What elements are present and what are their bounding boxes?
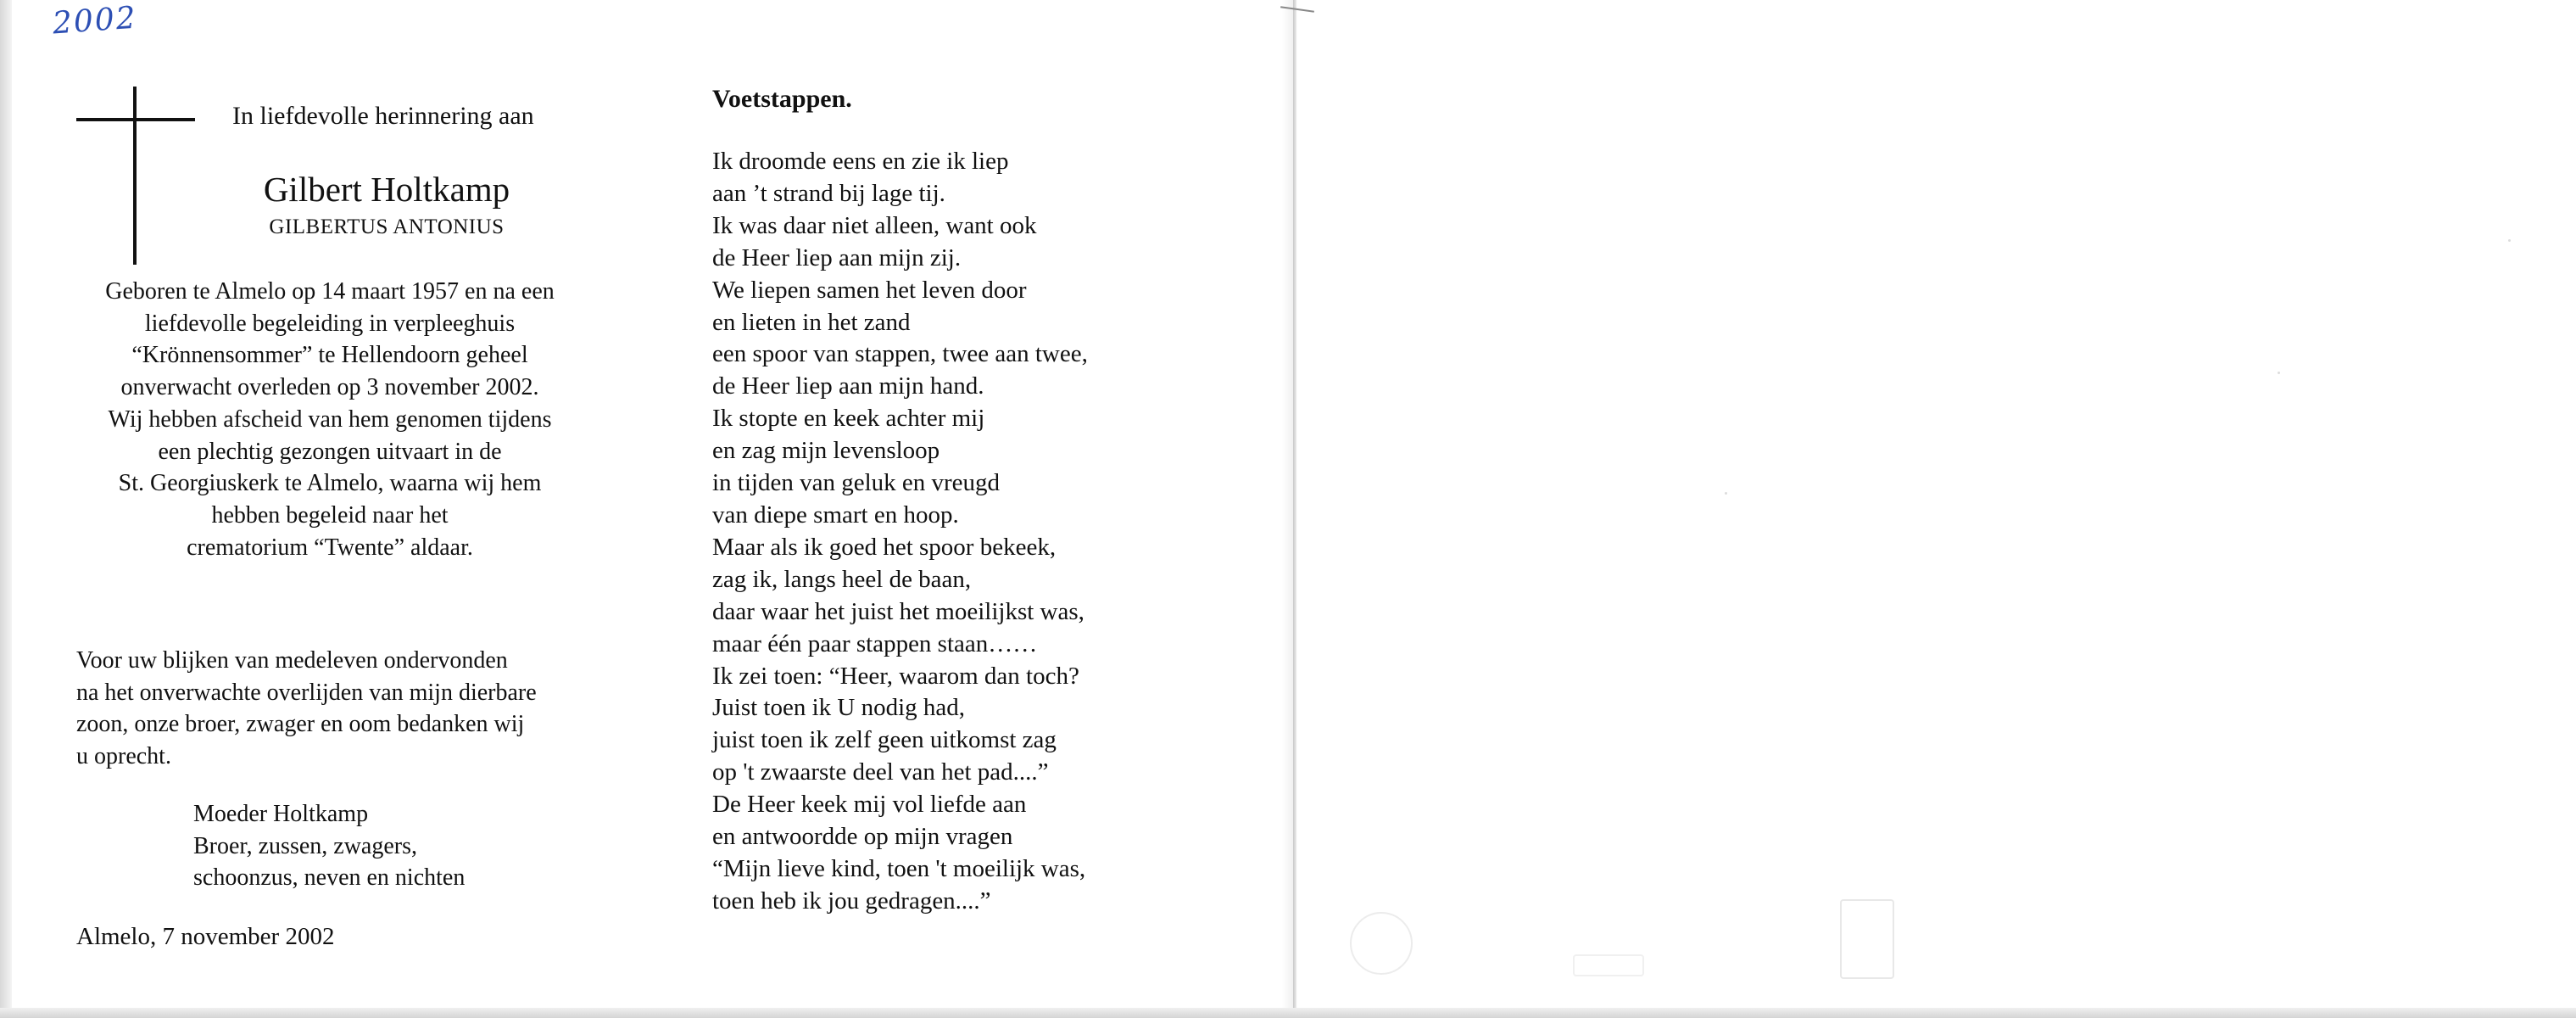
card-back-page (1297, 0, 2576, 1010)
bio-line: “Krönnensommer” te Hellendoorn geheel (131, 342, 528, 369)
bio-line: crematorium “Twente” aldaar. (187, 534, 473, 561)
handwritten-year: 2002 (51, 0, 138, 42)
family-signers (193, 798, 465, 894)
poem-line: Ik stopte en keek achter mij (712, 405, 985, 433)
thanks-line: na het onverwachte overlijden van mijn dierbare (76, 679, 537, 706)
deceased-name: Gilbert Holtkamp (263, 170, 510, 209)
thanks-line: u oprecht. (76, 742, 171, 769)
bio-line: St. Georgiuskerk te Almelo, waarna wij hem (118, 470, 542, 497)
poem-line: de Heer liep aan mijn hand. (712, 372, 984, 400)
poem-line: “Mijn lieve kind, toen 't moeilijk was, (712, 854, 1086, 882)
bio-line: onverwacht overleden op 3 november 2002. (120, 374, 539, 401)
poem-line: en antwoordde op mijn vragen (712, 823, 1013, 851)
poem-line: Ik was daar niet alleen, want ook (712, 211, 1037, 239)
bio-line: Wij hebben afscheid van hem genomen tijdens (108, 406, 552, 433)
thanks-line: zoon, onze broer, zwager en oom bedanken wij (76, 711, 525, 737)
cross-icon-crossbar (76, 118, 195, 121)
poem-line: Ik zei toen: “Heer, waarom dan toch? (712, 662, 1079, 690)
poem-line: maar één paar stappen staan…… (712, 629, 1038, 657)
embossed-logo-mark (1840, 899, 1894, 979)
poem-line: een spoor van stappen, twee aan twee, (712, 340, 1088, 368)
poem-line: de Heer liep aan mijn zij. (712, 243, 962, 271)
place-and-date: Almelo, 7 november 2002 (76, 923, 335, 950)
thanks-line: Voor uw blijken van medeleven ondervonden (76, 647, 508, 674)
poem-line: Ik droomde eens en zie ik liep (712, 148, 1009, 175)
cross-icon (133, 87, 137, 265)
poem-line: en lieten in het zand (712, 308, 911, 336)
poem-line: daar waar het juist het moeilijkst was, (712, 597, 1084, 625)
poem-title: Voetstappen. (712, 85, 852, 113)
embossed-mark (1350, 912, 1413, 975)
bio-line: Geboren te Almelo op 14 maart 1957 en na een (105, 278, 555, 305)
biography-text (73, 276, 587, 563)
poem-line: De Heer keek mij vol liefde aan (712, 791, 1027, 819)
poem-line: zag ik, langs heel de baan, (712, 565, 972, 593)
poem-line: aan ’t strand bij lage tij. (712, 179, 945, 207)
poem-line: We liepen samen het leven door (712, 276, 1027, 304)
poem-text (712, 146, 1088, 918)
embossed-mark (1573, 954, 1644, 976)
thank-you-text (76, 645, 602, 772)
memorial-intro: In liefdevolle herinnering aan (232, 102, 534, 130)
fold-shadow (1282, 0, 1294, 1018)
signer-line: schoonzus, neven en nichten (193, 864, 466, 891)
card-fold-line (1293, 0, 1296, 1018)
paper-speck (2278, 372, 2280, 374)
signer-line: Broer, zussen, zwagers, (193, 832, 418, 859)
poem-line: en zag mijn levensloop (712, 437, 940, 465)
paper-speck (2508, 239, 2511, 242)
paper-bottom-edge (0, 1008, 2576, 1018)
poem-line: Maar als ik goed het spoor bekeek, (712, 533, 1057, 561)
poem-line: van diepe smart en hoop. (712, 501, 959, 529)
paper-left-edge (0, 0, 12, 1018)
bio-line: liefdevolle begeleiding in verpleeghuis (144, 310, 516, 337)
bio-line: een plechtig gezongen uitvaart in de (158, 438, 502, 465)
paper-speck (1725, 492, 1727, 495)
deceased-full-names: GILBERTUS ANTONIUS (269, 215, 505, 238)
poem-line: juist toen ik zelf geen uitkomst zag (712, 726, 1057, 754)
poem-line: op 't zwaarste deel van het pad....” (712, 758, 1049, 786)
poem-line: in tijden van geluk en vreugd (712, 469, 1001, 497)
bio-line: hebben begeleid naar het (211, 501, 449, 529)
signer-line: Moeder Holtkamp (193, 801, 369, 827)
poem-line: Juist toen ik U nodig had, (712, 694, 966, 722)
poem-line: toen heb ik jou gedragen....” (712, 887, 991, 915)
